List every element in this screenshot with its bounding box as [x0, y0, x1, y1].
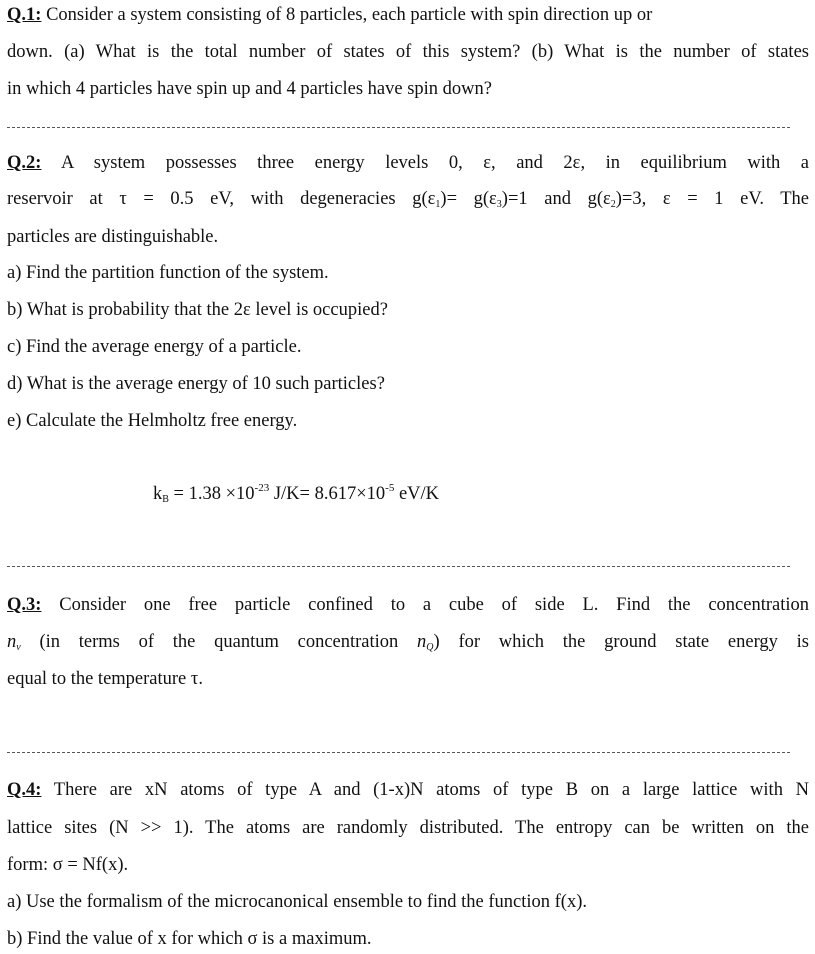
q3-line2-part: (in terms of the quantum concentration [20, 632, 418, 652]
formula-exponent: -23 [254, 482, 270, 494]
q1-line2: down. (a) What is the total number of states of this system? (b) What is the number of states [7, 42, 809, 62]
q2-text: A system possesses three energy levels 0, ε, and 2ε, in equilibrium with a [41, 153, 809, 173]
q2-part-a: a) Find the partition function of the system. [7, 263, 329, 283]
q2-line2-part: )=3, ε = 1 eV. The [615, 189, 809, 209]
boltzmann-constant-formula [153, 483, 439, 505]
formula-sub: B [162, 494, 169, 505]
q3-line2-part: ) for which the ground state energy is [433, 632, 809, 652]
q3-line2 [7, 633, 809, 653]
q2-part-b: b) What is probability that the 2ε level is occupied? [7, 300, 388, 320]
q2-line2-part: )= g(ε [440, 189, 497, 209]
separator [7, 127, 790, 128]
q3-nv-sub: v [16, 642, 21, 653]
formula-part: J/K= 8.617×10 [269, 484, 386, 504]
q1-text: Consider a system consisting of 8 particles, each particle with spin direction up or [41, 5, 653, 25]
q2-sub: 2 [610, 199, 616, 210]
formula-part: k [153, 484, 163, 504]
q2-line1 [7, 154, 809, 173]
q2-line3: particles are distinguishable. [7, 227, 219, 247]
q3-line1 [7, 596, 809, 615]
q4-text: There are xN atoms of type A and (1-x)N atoms of type B on a large lattice with N [41, 780, 809, 800]
q2-line2-part: reservoir at τ = 0.5 eV, with degeneracies g(ε [7, 189, 436, 209]
q4-line2: lattice sites (N >> 1). The atoms are randomly distributed. The entropy can be written on the [7, 818, 809, 838]
q2-sub: 3 [496, 199, 502, 210]
q1-line1 [7, 6, 652, 25]
separator [7, 752, 790, 753]
q2-sub: 1 [435, 199, 441, 210]
q4-part-a: a) Use the formalism of the microcanonical ensemble to find the function f(x). [7, 892, 587, 912]
q4-line1 [7, 781, 809, 800]
q2-part-e: e) Calculate the Helmholtz free energy. [7, 411, 298, 431]
formula-part: eV/K [394, 484, 440, 504]
q2-line2 [7, 190, 809, 210]
q2-part-d: d) What is the average energy of 10 such particles? [7, 374, 385, 394]
q3-nq-sub: Q [426, 642, 434, 653]
q3-nv: n [7, 632, 17, 652]
q3-number: Q.3: [7, 595, 42, 615]
q3-nq: n [417, 632, 427, 652]
q1-number: Q.1: [7, 5, 42, 25]
q2-part-c: c) Find the average energy of a particle. [7, 337, 302, 357]
q3-line3: equal to the temperature τ. [7, 669, 203, 689]
separator [7, 566, 790, 567]
q4-number: Q.4: [7, 780, 42, 800]
q1-line3: in which 4 particles have spin up and 4 particles have spin down? [7, 79, 492, 99]
q4-line3: form: σ = Nf(x). [7, 855, 129, 875]
formula-exponent: -5 [385, 482, 395, 494]
q3-text: Consider one free particle confined to a cube of side L. Find the concentration [41, 595, 809, 615]
formula-part: = 1.38 ×10 [168, 484, 255, 504]
q4-part-b: b) Find the value of x for which σ is a maximum. [7, 929, 372, 949]
q2-number: Q.2: [7, 153, 42, 173]
q2-line2-part: )=1 and g(ε [501, 189, 611, 209]
